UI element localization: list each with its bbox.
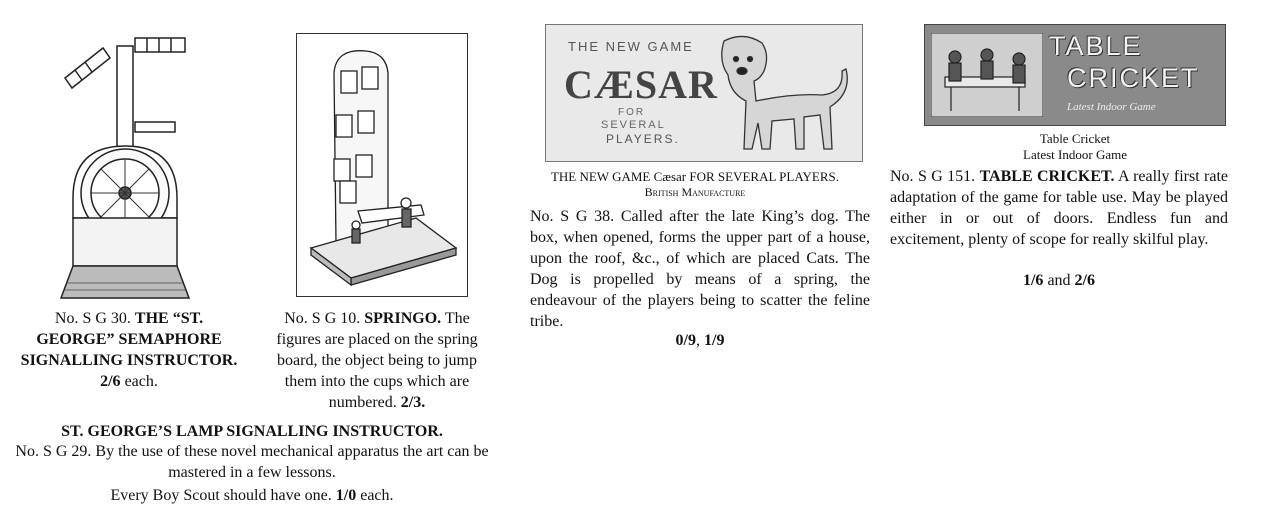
caesar-price-sep: , [696, 332, 704, 349]
semaphore-illustration [55, 28, 205, 300]
cricket-prices [890, 270, 1228, 291]
lamp-price: 1/0 [335, 487, 357, 504]
caesar-price-b: 1/9 [704, 332, 725, 349]
semaphore-description [18, 308, 240, 392]
springo-illustration [296, 33, 468, 297]
cricket-price-b: 2/6 [1074, 272, 1095, 289]
cricket-description [890, 166, 1228, 250]
cricket-number: No. S G 151. [890, 168, 976, 185]
caesar-subcaption: British Manufacture [644, 185, 746, 199]
semaphore-name: THE “ST. GEORGE” SEMAPHORE SIGNALLING INSTRUCTOR. [20, 310, 238, 369]
springo-price: 2/3. [400, 394, 426, 411]
lamp-scout-text: Every Boy Scout should have one. [110, 487, 332, 504]
table-cricket-box-illustration [924, 24, 1226, 126]
cricket-box-title-1: TABLE [1049, 31, 1143, 61]
caesar-description: No. S G 38. Called after the late King’s dog. The box, when opened, forms the upper part of a house, upon the roof, &c., of which are placed Cats. The Dog is propelled by means of a spring, the endeavour of the players being to scatter the feline tribe. [530, 208, 870, 330]
dog-icon [704, 31, 854, 159]
springo-desc: The figures are placed on the spring board, the object being to jump them into the cups which are numbered. [276, 310, 478, 411]
caesar-box-players: PLAYERS. [606, 132, 680, 146]
lamp-heading-text: ST. GEORGE’S LAMP SIGNALLING INSTRUCTOR. [61, 423, 443, 440]
semaphore-number: No. S G 30. [54, 310, 131, 327]
caesar-box-illustration [545, 24, 863, 162]
lamp-description: No. S G 29. By the use of these novel mechanical apparatus the art can be mastered in a few lessons. [15, 443, 489, 481]
cricket-box-title-2: CRICKET [1067, 63, 1200, 93]
cricket-name: TABLE CRICKET. [979, 168, 1115, 185]
semaphore-each: each. [124, 373, 158, 390]
cricket-caption [924, 131, 1226, 163]
lamp-each: each. [360, 487, 394, 504]
caesar-box-several: SEVERAL [601, 119, 666, 131]
cricket-caption-line1: Table Cricket [1039, 131, 1111, 146]
cricket-price-a: 1/6 [1022, 272, 1044, 289]
cricket-box-subtitle: Latest Indoor Game [1067, 101, 1156, 113]
lamp-heading [10, 421, 494, 442]
caesar-box-line1: THE NEW GAME [568, 39, 694, 54]
springo-name: SPRINGO. [364, 310, 442, 327]
cricket-price-sep: and [1043, 272, 1075, 289]
caesar-caption [530, 168, 860, 200]
caesar-prices [530, 330, 870, 351]
cricket-players-icon [931, 33, 1043, 117]
cricket-caption-line2: Latest Indoor Game [1023, 147, 1127, 162]
lamp-scout-line [10, 485, 494, 506]
caesar-caption-line: THE NEW GAME Cæsar FOR SEVERAL PLAYERS. [550, 169, 840, 184]
semaphore-price: 2/6 [100, 373, 121, 390]
cricket-desc: A really first rate adaptation of the game for table use. May be played either in or out of doors. Endless fun and excitement, plenty of scope for really skilful play. [890, 168, 1229, 248]
springo-number: No. S G 10. [284, 310, 361, 327]
springo-description [266, 308, 488, 413]
caesar-price-a: 0/9 [675, 332, 696, 349]
caesar-box-for: FOR [618, 107, 646, 118]
caesar-box-title: CÆSAR [564, 62, 718, 107]
